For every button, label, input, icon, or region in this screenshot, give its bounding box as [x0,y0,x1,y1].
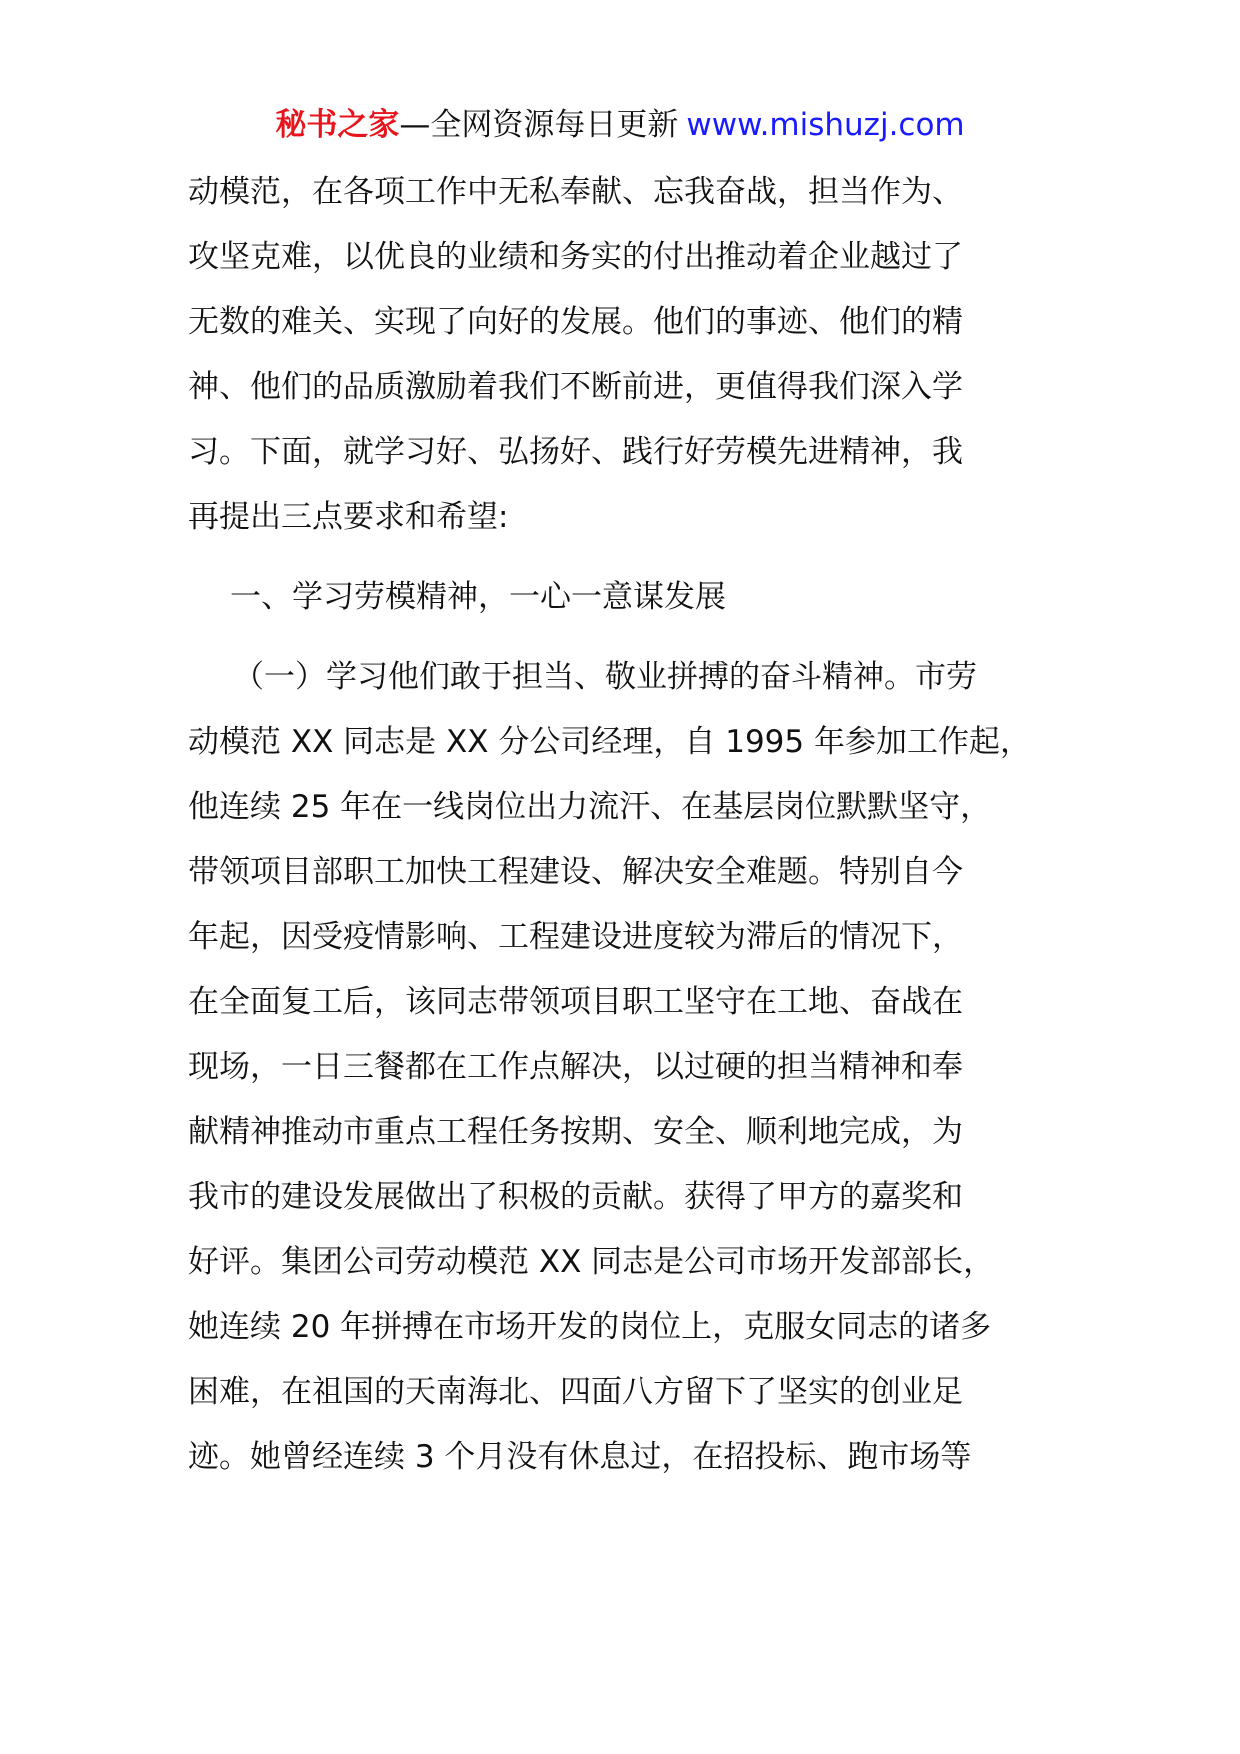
text-line: 动模范 XX 同志是 XX 分公司经理，自 1995 年参加工作起， [188,724,1031,760]
header-url[interactable]: www.mishuzj.com [686,107,965,143]
text-line: 我市的建设发展做出了积极的贡献。获得了甲方的嘉奖和 [188,1179,963,1215]
section-heading: 一、学习劳模精神，一心一意谋发展 [230,579,726,615]
text-line: 攻坚克难，以优良的业绩和务实的付出推动着企业越过了 [188,239,963,275]
text-line: 现场，一日三餐都在工作点解决，以过硬的担当精神和奉 [188,1049,963,1085]
brand-name: 秘书之家 [275,107,400,143]
text-line: 困难，在祖国的天南海北、四面八方留下了坚实的创业足 [188,1374,963,1410]
text-line: 迹。她曾经连续 3 个月没有休息过，在招投标、跑市场等 [188,1439,972,1475]
text-line: 习。下面，就学习好、弘扬好、践行好劳模先进精神，我 [188,434,963,470]
text-line: 好评。集团公司劳动模范 XX 同志是公司市场开发部部长， [188,1244,995,1280]
header-tagline: —全网资源每日更新 [399,107,679,143]
text-line: 再提出三点要求和希望: [188,499,509,535]
text-line: 献精神推动市重点工程任务按期、安全、顺利地完成，为 [188,1114,963,1150]
text-line: 在全面复工后，该同志带领项目职工坚守在工地、奋战在 [188,984,963,1020]
text-line: 带领项目部职工加快工程建设、解决安全难题。特别自今 [188,854,963,890]
text-line: 无数的难关、实现了向好的发展。他们的事迹、他们的精 [188,304,963,340]
subsection-first-line: （一）学习他们敢于担当、敬业拼搏的奋斗精神。市劳 [233,659,977,695]
text-line: 他连续 25 年在一线岗位出力流汗、在基层岗位默默坚守， [188,789,992,825]
page-header [0,100,1240,150]
document-body [188,160,1093,1490]
text-line: 年起，因受疫情影响、工程建设进度较为滞后的情况下， [188,919,963,955]
text-line: 动模范，在各项工作中无私奉献、忘我奋战，担当作为、 [188,174,963,210]
text-line: 她连续 20 年拼搏在市场开发的岗位上，克服女同志的诸多 [188,1309,992,1345]
text-line: 神、他们的品质激励着我们不断前进，更值得我们深入学 [188,369,963,405]
